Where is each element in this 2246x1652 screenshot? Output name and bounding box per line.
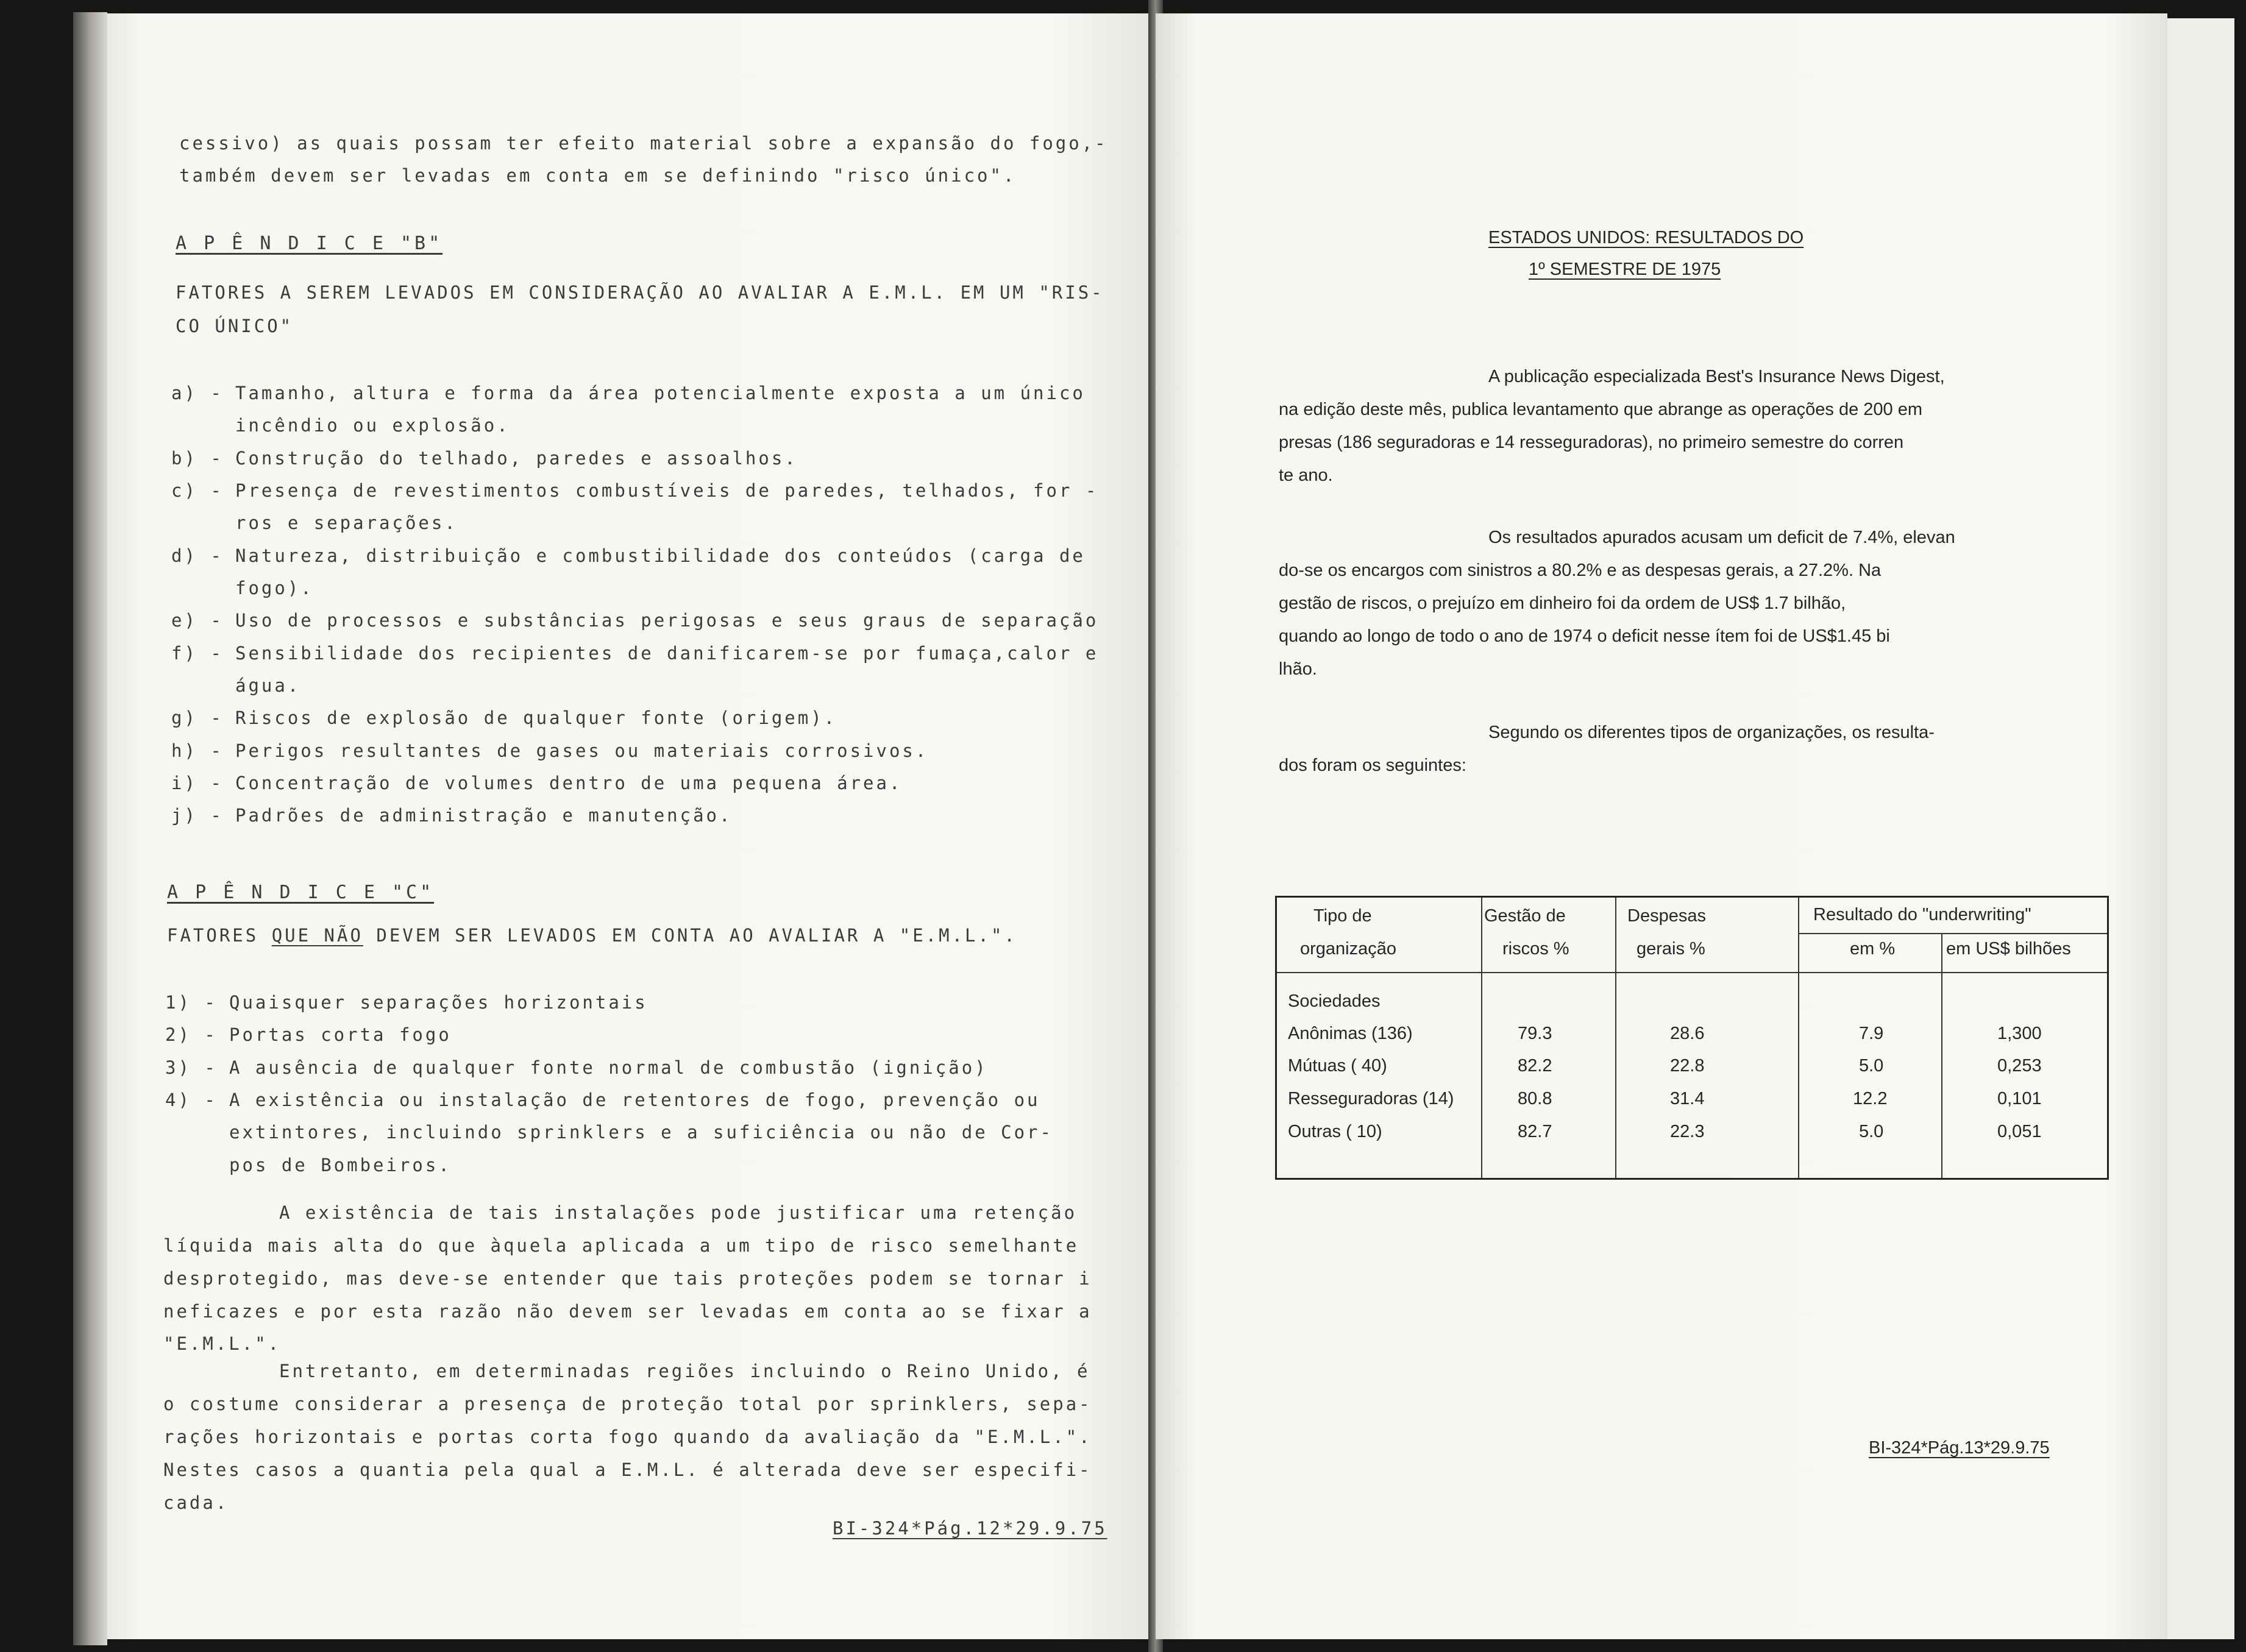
paragraph-line: o costume considerar a presença de proteção total por sprinklers, sepa- [163, 1394, 1092, 1414]
list-item-text: Riscos de explosão de qualquer fonte (origem). [235, 707, 837, 728]
paragraph-line: quando ao longo de todo o ano de 1974 o deficit nesse ítem foi de US$1.45 bi [1279, 626, 1890, 646]
appendix-c-heading: FATORES QUE NÃO DEVEM SER LEVADOS EM CONTA AO AVALIAR A "E.M.L.". [167, 925, 1017, 946]
table-column-divider [1615, 898, 1616, 1178]
paragraph-line: "E.M.L.". [163, 1333, 282, 1354]
list-item-text: Perigos resultantes de gases ou materiais corrosivos. [235, 740, 929, 761]
list-marker: b) - [171, 448, 224, 469]
header-gestao: riscos % [1502, 939, 1569, 959]
header-em-usd: em US$ bilhões [1946, 939, 2071, 959]
book-edge-right [2167, 18, 2234, 1639]
list-item-text: pos de Bombeiros. [229, 1155, 452, 1175]
paragraph-line: neficazes e por esta razão não devem ser levadas em conta ao se fixar a [163, 1301, 1092, 1322]
list-item-text: Sensibilidade dos recipientes de danificarem-se por fumaça,calor e [235, 643, 1099, 664]
row-gestao: 82.7 [1518, 1122, 1552, 1141]
list-item-text: ros e separações. [235, 512, 458, 533]
table-column-divider [1941, 934, 1942, 1178]
list-item-text: fogo). [235, 578, 314, 598]
list-marker: f) - [171, 643, 224, 664]
page-footer: BI-324*Pág.13*29.9.75 [1869, 1438, 2050, 1458]
list-item-text: extintores, incluindo sprinklers e a suficiência ou não de Cor- [229, 1122, 1053, 1143]
paragraph-line: na edição deste mês, publica levantamento que abrange as operações de 200 em [1279, 400, 1922, 419]
row-despesas: 31.4 [1670, 1089, 1705, 1108]
row-em-pct: 7.9 [1859, 1024, 1884, 1043]
paragraph-line: desprotegido, mas deve-se entender que tais proteções podem se tornar i [163, 1268, 1092, 1289]
table-header-divider [1277, 972, 2107, 973]
list-marker: 2) - [165, 1024, 218, 1045]
row-em-usd: 0,253 [1997, 1056, 2042, 1076]
list-item-text: Natureza, distribuição e combustibilidade dos conteúdos (carga de [235, 545, 1086, 566]
group-label: Sociedades [1288, 991, 1381, 1011]
header-despesas: Despesas [1627, 906, 1706, 926]
page-footer: BI-324*Pág.12*29.9.75 [833, 1518, 1107, 1539]
paragraph-line: do-se os encargos com sinistros a 80.2% e as despesas gerais, a 27.2%. Na [1279, 561, 1882, 580]
list-marker: j) - [171, 805, 224, 826]
right-page [1156, 13, 2167, 1639]
list-item-text: Concentração de volumes dentro de uma pequena área. [235, 773, 903, 793]
appendix-c-title: A P Ê N D I C E "C" [167, 882, 435, 903]
list-marker: a) - [171, 383, 224, 403]
table-column-divider [1481, 898, 1482, 1178]
appendix-c-heading-emphasis: QUE NÃO [271, 925, 363, 946]
header-resultado: Resultado do "underwriting" [1813, 905, 2031, 924]
row-tipo: Resseguradoras (14) [1288, 1089, 1454, 1108]
paragraph-line: te ano. [1279, 466, 1333, 485]
paragraph-line: presas (186 seguradoras e 14 resseguradoras), no primeiro semestre do corren [1279, 433, 1904, 452]
paragraph-line: A publicação especializada Best's Insurance News Digest, [1488, 367, 1945, 386]
list-marker: 4) - [165, 1090, 218, 1110]
header-gestao: Gestão de [1484, 906, 1566, 926]
appendix-b-heading: FATORES A SEREM LEVADOS EM CONSIDERAÇÃO AO AVALIAR A E.M.L. EM UM "RIS- [176, 282, 1104, 303]
row-gestao: 79.3 [1518, 1024, 1552, 1043]
list-item-text: Presença de revestimentos combustíveis de paredes, telhados, for - [235, 480, 1099, 501]
list-item-text: A ausência de qualquer fonte normal de combustão (ignição) [229, 1057, 988, 1078]
row-tipo: Outras ( 10) [1288, 1122, 1382, 1141]
results-table [1275, 896, 2109, 1180]
list-marker: c) - [171, 480, 224, 501]
paragraph-line: lhão. [1279, 659, 1317, 679]
paragraph-line: cada. [163, 1492, 229, 1513]
intro-line: também devem ser levadas em conta em se definindo "risco único". [179, 165, 1017, 186]
intro-line: cessivo) as quais possam ter efeito material sobre a expansão do fogo,- [179, 133, 1108, 154]
row-em-pct: 5.0 [1859, 1122, 1884, 1141]
article-title: 1º SEMESTRE DE 1975 [1529, 260, 1721, 279]
row-despesas: 28.6 [1670, 1024, 1705, 1043]
header-despesas: gerais % [1637, 939, 1705, 959]
list-item-text: Construção do telhado, paredes e assoalhos. [235, 448, 798, 469]
row-gestao: 80.8 [1518, 1089, 1552, 1108]
row-em-usd: 1,300 [1997, 1024, 2042, 1043]
row-em-usd: 0,101 [1997, 1089, 2042, 1108]
book-edge-left [73, 12, 107, 1645]
table-column-divider [1798, 898, 1799, 1178]
appendix-b-title: A P Ê N D I C E "B" [176, 233, 443, 254]
row-em-usd: 0,051 [1997, 1122, 2042, 1141]
appendix-b-heading: CO ÚNICO" [176, 316, 294, 336]
list-marker: 1) - [165, 992, 218, 1013]
row-despesas: 22.8 [1670, 1056, 1705, 1076]
paragraph-line: Segundo os diferentes tipos de organizações, os resulta- [1488, 723, 1935, 742]
paragraph-line: rações horizontais e portas corta fogo quando da avaliação da "E.M.L.". [163, 1427, 1092, 1447]
list-item-text: Uso de processos e substâncias perigosas e seus graus de separação [235, 610, 1099, 631]
paragraph-line: dos foram os seguintes: [1279, 756, 1466, 775]
left-page [107, 13, 1156, 1639]
row-gestao: 82.2 [1518, 1056, 1552, 1076]
list-item-text: Portas corta fogo [229, 1024, 452, 1045]
list-marker: i) - [171, 773, 224, 793]
paragraph-line: A existência de tais instalações pode justificar uma retenção [279, 1202, 1078, 1223]
row-despesas: 22.3 [1670, 1122, 1705, 1141]
list-item-text: incêndio ou explosão. [235, 415, 510, 436]
row-tipo: Anônimas (136) [1288, 1024, 1413, 1043]
paragraph-line: líquida mais alta do que àquela aplicada a um tipo de risco semelhante [163, 1235, 1079, 1256]
list-item-text: Tamanho, altura e forma da área potencialmente exposta a um único [235, 383, 1086, 403]
header-tipo: Tipo de [1313, 906, 1372, 926]
row-em-pct: 5.0 [1859, 1056, 1884, 1076]
list-item-text: Padrões de administração e manutenção. [235, 805, 733, 826]
list-marker: h) - [171, 740, 224, 761]
header-em-pct: em % [1850, 939, 1896, 959]
row-em-pct: 12.2 [1853, 1089, 1888, 1108]
list-marker: d) - [171, 545, 224, 566]
list-item-text: Quaisquer separações horizontais [229, 992, 648, 1013]
paragraph-line: Os resultados apurados acusam um deficit de 7.4%, elevan [1488, 528, 1955, 547]
article-title: ESTADOS UNIDOS: RESULTADOS DO [1488, 228, 1804, 247]
paragraph-line: Nestes casos a quantia pela qual a E.M.L. é alterada deve ser especifi- [163, 1459, 1092, 1480]
list-marker: g) - [171, 707, 224, 728]
paragraph-line: gestão de riscos, o prejuízo em dinheiro foi da ordem de US$ 1.7 bilhão, [1279, 594, 1846, 613]
row-tipo: Mútuas ( 40) [1288, 1056, 1387, 1076]
list-marker: 3) - [165, 1057, 218, 1078]
header-tipo: organização [1300, 939, 1396, 959]
paragraph-line: Entretanto, em determinadas regiões incluindo o Reino Unido, é [279, 1361, 1090, 1381]
list-marker: e) - [171, 610, 224, 631]
table-row-divider [1798, 933, 2107, 934]
list-item-text: água. [235, 675, 301, 696]
list-item-text: A existência ou instalação de retentores de fogo, prevenção ou [229, 1090, 1040, 1110]
